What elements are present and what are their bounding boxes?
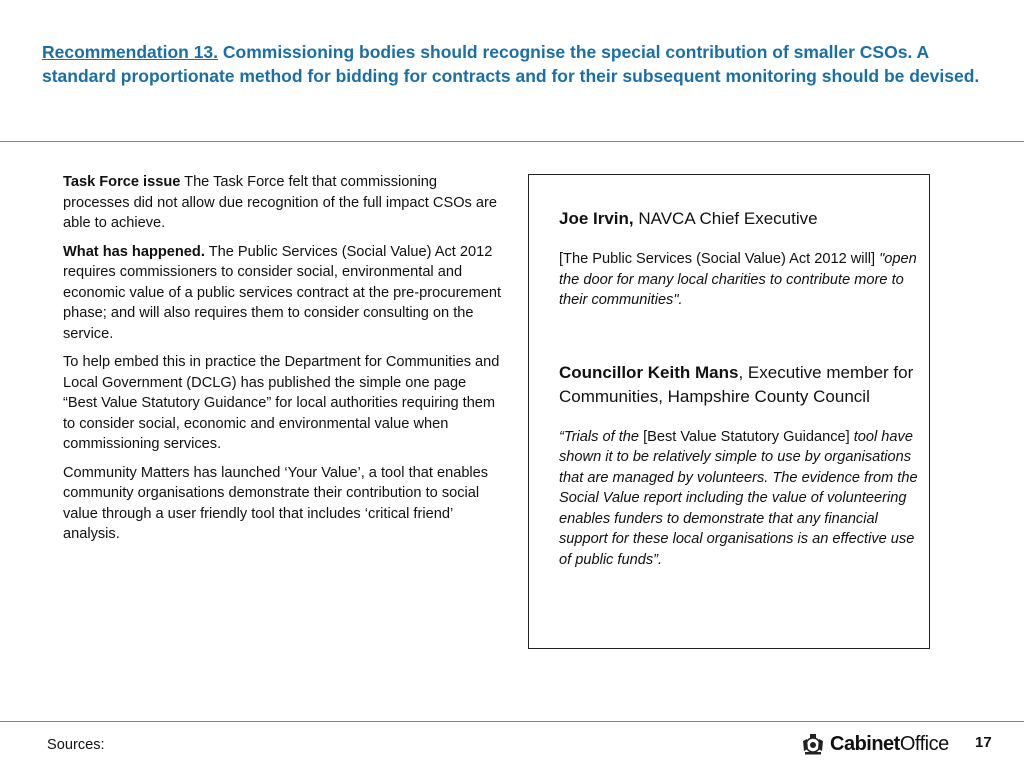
page-number: 17 bbox=[975, 734, 992, 751]
what-has-happened-paragraph bbox=[63, 242, 503, 345]
what-has-happened-text: The Public Services (Social Value) Act 2012 requires commissioners to consider social, environmental and economic value of a public services contract at the pre-procurement phase; and will also requires them to consider consulting on the service. bbox=[63, 243, 502, 342]
royal-crest-icon bbox=[800, 731, 826, 757]
quote1-italic: "open the door for many local charities to contribute more to their communities". bbox=[559, 251, 917, 308]
quote2-name: Councillor Keith Mans bbox=[559, 362, 739, 382]
recommendation-link[interactable]: Recommendation 13. bbox=[42, 42, 219, 62]
quote1-role: NAVCA Chief Executive bbox=[633, 209, 818, 228]
quote2-plain: [Best Value Statutory Guidance] bbox=[643, 428, 850, 445]
dclg-paragraph: To help embed this in practice the Department for Communities and Local Government (DCLG) has published the simple one page “Best Value Statutory Guidance” for local authorities requiring them to consider social, economic and environmental value when commissioning services. bbox=[63, 354, 500, 452]
task-force-issue-paragraph bbox=[63, 172, 503, 234]
quote1-plain: [The Public Services (Social Value) Act 2012 will] bbox=[559, 251, 880, 267]
quote2-italic-end: tool have shown it to be relatively simple to use by organisations that are managed by volunteers. The evidence from the Social Value report including the value of volunteering enables funders to demonstrate that any financial support for these local organisations is an effective use of public funds”. bbox=[559, 428, 918, 568]
quote2-italic-start: “Trials of the bbox=[559, 428, 644, 445]
footer-divider bbox=[0, 721, 1024, 722]
cabinet-office-logo bbox=[800, 731, 949, 757]
sources-label: Sources: bbox=[47, 737, 105, 753]
left-column bbox=[63, 172, 503, 553]
recommendation-text: Commissioning bodies should recognise the special contribution of smaller CSOs. A standard proportionate method for bidding for contracts and for their subsequent monitoring should be devised. bbox=[42, 42, 980, 86]
logo-text-office: Office bbox=[899, 732, 949, 755]
task-force-issue-label: Task Force issue bbox=[63, 174, 181, 190]
quote1-attribution bbox=[559, 207, 921, 231]
what-has-happened-label: What has happened. bbox=[63, 243, 205, 260]
recommendation-heading bbox=[42, 40, 992, 88]
quote2-attribution bbox=[559, 361, 921, 409]
quote1-text bbox=[559, 249, 921, 311]
community-matters-paragraph: Community Matters has launched ‘Your Value’, a tool that enables community organisations demonstrate their contribution to social value through a user friendly tool that includes ‘critical friend’ analysis. bbox=[63, 464, 489, 542]
header-divider bbox=[0, 141, 1024, 142]
quote2-role: , Executive member for Communities, Hampshire County Council bbox=[559, 362, 914, 406]
quotes-box bbox=[528, 174, 930, 649]
logo-text-cabinet: Cabinet bbox=[830, 732, 900, 755]
task-force-issue-text: The Task Force felt that commissioning processes did not allow due recognition of the full impact CSOs are able to achieve. bbox=[63, 174, 497, 231]
quote1-name: Joe Irvin, bbox=[559, 209, 634, 228]
quote2-text bbox=[559, 427, 921, 571]
